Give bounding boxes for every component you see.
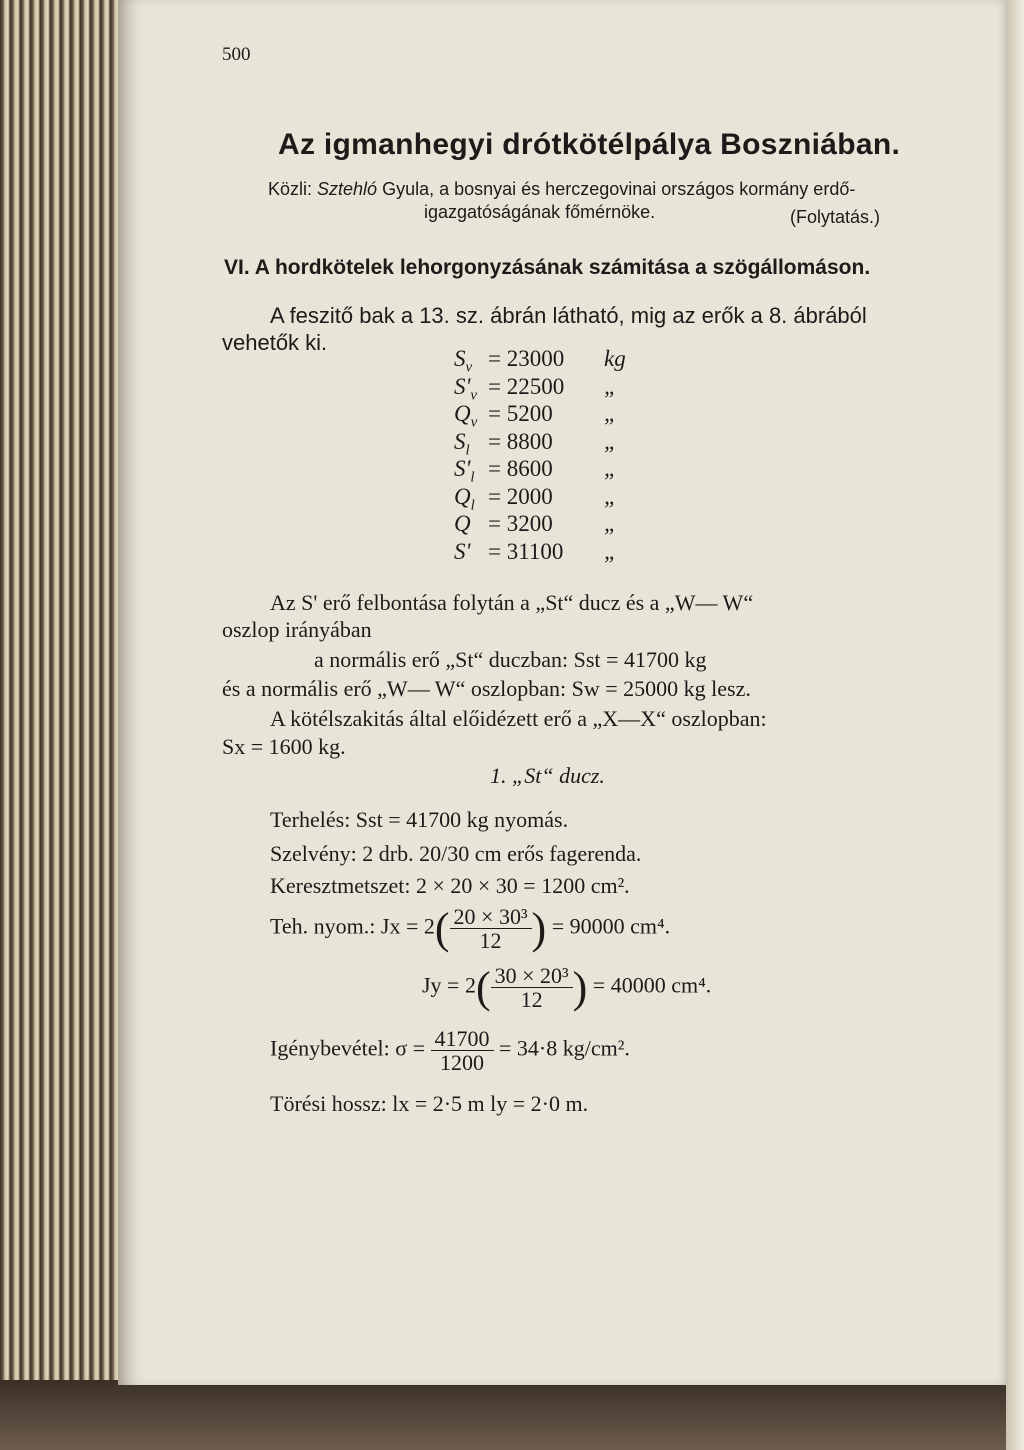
book-bottom-shadow xyxy=(0,1380,1024,1450)
force-row xyxy=(454,346,626,377)
jy-lhs: Jy = 2 xyxy=(422,972,476,998)
force-value: = 3200 xyxy=(488,511,553,536)
force-row xyxy=(454,511,617,537)
continued-note: (Folytatás.) xyxy=(790,207,881,227)
force-unit: „ xyxy=(604,373,617,399)
calc-cross-section: Keresztmetszet: 2 × 20 × 30 = 1200 cm². xyxy=(270,873,630,898)
jx-rhs: = 90000 cm⁴. xyxy=(551,913,671,939)
force-symbol: S xyxy=(454,428,466,454)
byline-author: Sztehló xyxy=(317,179,378,199)
force-symbol: Q xyxy=(454,511,471,536)
jy-numerator: 30 × 20³ xyxy=(491,964,573,988)
intro-line-2: vehetők ki. xyxy=(222,330,328,355)
force-value: = 8800 xyxy=(488,428,553,454)
force-symbol: S xyxy=(454,346,466,371)
force-unit: „ xyxy=(604,401,617,426)
force-unit: „ xyxy=(604,483,617,509)
article-title: Az igmanhegyi drótkötélpálya Boszniában. xyxy=(278,128,901,161)
force-symbol: Q xyxy=(454,401,471,426)
book-page-edges xyxy=(0,0,130,1450)
force-row xyxy=(454,538,617,565)
force-symbol: Q xyxy=(454,483,471,509)
force-unit: kg xyxy=(604,346,626,371)
page-right-edge xyxy=(1006,0,1024,1450)
force-symbol: S' xyxy=(454,373,471,399)
force-value: = 2000 xyxy=(488,483,553,509)
force-value: = 23000 xyxy=(488,346,565,371)
force-row xyxy=(454,373,617,405)
jy-equation: Jy = 2( $\frac{\text{30 × 20³}}{12}$ ) = 40000 cm⁴. xyxy=(422,962,712,1012)
calc-buckling: Törési hossz: lx = 2·5 m ly = 2·0 m. xyxy=(270,1091,589,1116)
jx-fraction xyxy=(450,905,532,952)
jy-fraction xyxy=(491,964,573,1011)
calc-profile: Szelvény: 2 drb. 20/30 cm erős fagerenda. xyxy=(270,841,642,866)
intro-line-1: A feszitő bak a 13. sz. ábrán látható, mig az erők a 8. ábrából xyxy=(270,303,867,328)
stress-label: Igénybevétel: σ = xyxy=(270,1035,425,1061)
jx-equation: Teh. nyom.: Jx = 2( $\frac{\text{20 × 30³}}{12}$ ) = 90000 cm⁴. xyxy=(270,903,671,953)
section-heading: VI. A hordkötelek lehorgonyzásának számitása a szögállomáson. xyxy=(224,256,871,279)
force-value: = 31100 xyxy=(488,538,564,564)
force-subscript: l xyxy=(465,442,470,459)
jx-lhs: Jx = 2 xyxy=(380,913,435,939)
subheading: 1. „St“ ducz. xyxy=(490,763,605,788)
para1-line-4: és a normális erő „W— W“ oszlopban: Sw = 25000 kg lesz. xyxy=(222,676,751,701)
teh-label: Teh. nyom.: xyxy=(270,913,376,939)
jy-rhs: = 40000 cm⁴. xyxy=(592,972,712,998)
byline-line-1 xyxy=(268,179,855,200)
force-subscript: v xyxy=(470,387,478,404)
document-page xyxy=(118,0,1006,1385)
force-row xyxy=(454,401,617,432)
force-unit: „ xyxy=(604,428,617,454)
force-value: = 8600 xyxy=(488,456,553,481)
para1-line-1: Az S' erő felbontása folytán a „St“ ducz és a „W— W“ xyxy=(270,590,754,615)
jx-numerator: 20 × 30³ xyxy=(450,905,532,929)
force-row xyxy=(454,428,617,460)
stress-fraction xyxy=(431,1027,494,1074)
force-value: = 5200 xyxy=(488,401,553,426)
stress-denominator: 1200 xyxy=(440,1050,484,1076)
force-subscript: l xyxy=(470,497,475,514)
stress-rhs: = 34·8 kg/cm². xyxy=(499,1035,630,1061)
page-number: 500 xyxy=(222,44,251,65)
force-row xyxy=(454,456,617,487)
byline-rest: Gyula, a bosnyai és herczegovinai országos kormány erdő- xyxy=(382,179,856,199)
force-subscript: v xyxy=(465,359,473,376)
jx-denominator: 12 xyxy=(479,928,502,953)
para1-line-2: oszlop irányában xyxy=(222,617,372,642)
byline-line-2: igazgatóságának főmérnöke. xyxy=(424,202,656,222)
force-unit: „ xyxy=(604,511,617,536)
force-subscript: v xyxy=(470,414,478,431)
para1-line-6: Sx = 1600 kg. xyxy=(222,734,346,759)
calc-load: Terhelés: Sst = 41700 kg nyomás. xyxy=(270,807,569,832)
force-subscript: l xyxy=(470,469,475,486)
para1-line-3: a normális erő „St“ duczban: Sst = 41700 kg xyxy=(314,647,707,672)
stress-numerator: 41700 xyxy=(431,1027,494,1051)
force-unit: „ xyxy=(604,456,617,481)
byline-prefix: Közli: xyxy=(268,179,313,199)
force-symbol: S' xyxy=(454,538,471,564)
force-unit: „ xyxy=(604,538,617,564)
force-row xyxy=(454,483,617,515)
para1-line-5: A kötélszakitás által előidézett erő a „X—X“ oszlopban: xyxy=(270,706,767,731)
force-value: = 22500 xyxy=(488,373,565,399)
force-symbol: S' xyxy=(454,456,471,481)
jy-denominator: 12 xyxy=(520,987,543,1012)
stress-equation xyxy=(270,1027,630,1074)
